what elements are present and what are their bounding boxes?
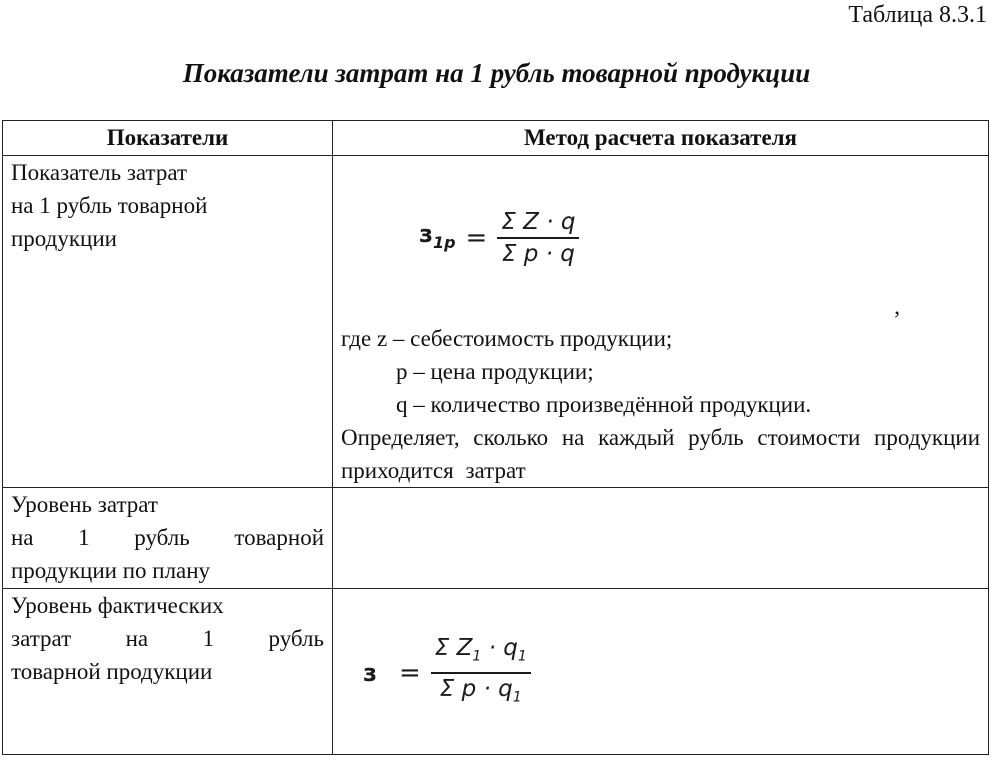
actual-cost-formula xyxy=(363,633,980,713)
indicator-line: на 1 рубль товарной xyxy=(11,525,324,550)
indicator-line: товарной продукции xyxy=(11,659,213,684)
header-method: Метод расчета показателя xyxy=(333,121,989,156)
header-indicators: Показатели xyxy=(3,121,333,156)
indicator-line: Показатель затрат xyxy=(11,160,188,185)
formula-lhs: $з_{1р}$ xyxy=(419,219,456,252)
indicator-line: Уровень фактических xyxy=(11,593,224,618)
formula-lhs: з xyxy=(363,658,377,687)
definition-q: q – количество произведённой продукции. xyxy=(396,392,812,417)
table-row xyxy=(3,589,989,755)
formula-fraction xyxy=(497,207,579,269)
indicator-cell xyxy=(3,589,333,755)
formula-denominator: Σ $p \cdot q_1$ xyxy=(439,676,522,706)
indicator-line: продукции xyxy=(11,226,117,251)
cost-per-ruble-formula xyxy=(419,198,980,278)
equals-sign: = xyxy=(465,222,488,253)
indicator-line: затрат на 1 рубль xyxy=(11,626,324,651)
indicator-line: Уровень затрат xyxy=(11,492,158,517)
indicator-description: Определяет, сколько на каждый рубль стоимости продукции приходится затрат xyxy=(341,425,980,483)
document-title: Показатели затрат на 1 рубль товарной продукции xyxy=(182,58,811,88)
indicator-line: продукции по плану xyxy=(11,558,211,583)
table-row xyxy=(3,156,989,488)
formula-numerator: Σ Z · q xyxy=(501,209,576,235)
formula-denominator: Σ p · q xyxy=(501,241,575,267)
method-cell xyxy=(333,156,989,488)
formula-comma: , xyxy=(894,294,900,319)
formula-numerator: Σ $Z_1 \cdot q_1$ xyxy=(434,635,527,665)
table-row xyxy=(3,488,989,589)
formula-fraction xyxy=(431,633,531,712)
table-header-row xyxy=(3,121,989,156)
indicator-cell xyxy=(3,488,333,589)
equals-sign: = xyxy=(398,657,421,688)
indicator-cell xyxy=(3,156,333,488)
table-number: Таблица 8.3.1 xyxy=(848,2,987,28)
definition-z: где z – себестоимость продукции; xyxy=(341,326,673,351)
method-cell-empty xyxy=(333,488,989,589)
definition-p: p – цена продукции; xyxy=(396,359,594,384)
indicators-table xyxy=(2,120,989,755)
method-cell xyxy=(333,589,989,755)
indicator-line: на 1 рубль товарной xyxy=(11,193,208,218)
